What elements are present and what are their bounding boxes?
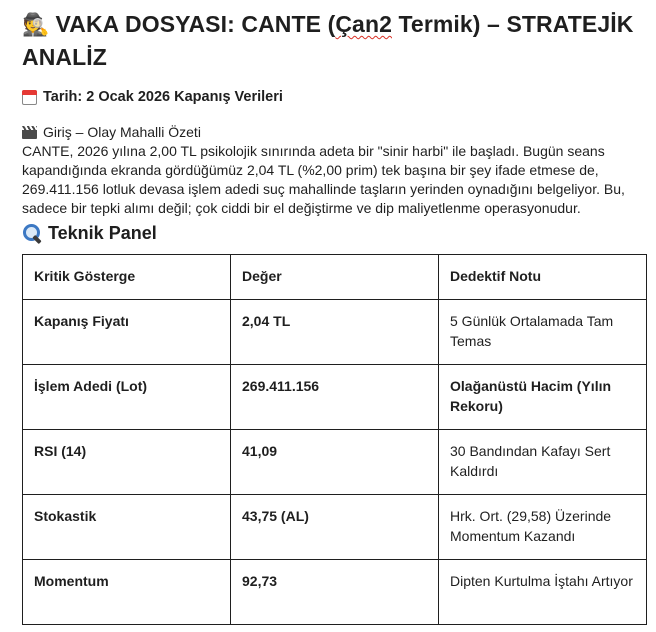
indicator-cell: Momentum xyxy=(23,560,231,625)
date-text: Tarih: 2 Ocak 2026 Kapanış Verileri xyxy=(43,89,283,105)
title-prefix: VAKA DOSYASI: CANTE ( xyxy=(55,11,336,37)
indicator-cell: RSI (14) xyxy=(23,430,231,495)
title-spellcheck-word[interactable]: Çan2 xyxy=(335,11,392,37)
header-note: Dedektif Notu xyxy=(439,255,647,300)
table-row xyxy=(23,430,647,495)
indicator-cell: Stokastik xyxy=(23,495,231,560)
date-line xyxy=(22,87,642,107)
clapper-icon xyxy=(22,126,37,139)
note-cell: 5 Günlük Ortalamada Tam Temas xyxy=(439,300,647,365)
indicator-cell: Kapanış Fiyatı xyxy=(23,300,231,365)
table-row xyxy=(23,365,647,430)
note-cell: Hrk. Ort. (29,58) Üzerinde Momentum Kazandı xyxy=(439,495,647,560)
page-title xyxy=(22,8,642,73)
value-cell: 43,75 (AL) xyxy=(231,495,439,560)
note-cell: Olağanüstü Hacim (Yılın Rekoru) xyxy=(439,365,647,430)
table-row xyxy=(23,560,647,625)
note-cell: Dipten Kurtulma İştahı Artıyor xyxy=(439,560,647,625)
intro-heading-text: Giriş – Olay Mahalli Özeti xyxy=(43,124,201,140)
value-cell: 2,04 TL xyxy=(231,300,439,365)
note-cell: 30 Bandından Kafayı Sert Kaldırdı xyxy=(439,430,647,495)
calendar-icon xyxy=(22,90,37,105)
table-header-row xyxy=(23,255,647,300)
value-cell: 269.411.156 xyxy=(231,365,439,430)
magnifier-icon xyxy=(22,223,42,243)
detective-icon: 🕵️ xyxy=(22,12,50,37)
value-cell: 41,09 xyxy=(231,430,439,495)
panel-title-text: Teknik Panel xyxy=(48,223,157,243)
header-value: Değer xyxy=(231,255,439,300)
intro-heading xyxy=(22,123,642,142)
indicator-cell: İşlem Adedi (Lot) xyxy=(23,365,231,430)
technical-panel-table xyxy=(22,254,647,625)
title-suffix: Termik) – STRATEJİK ANALİZ xyxy=(22,11,634,70)
header-indicator: Kritik Gösterge xyxy=(23,255,231,300)
table-row xyxy=(23,300,647,365)
panel-title xyxy=(22,221,642,245)
value-cell: 92,73 xyxy=(231,560,439,625)
intro-paragraph: CANTE, 2026 yılına 2,00 TL psikolojik sınırında adeta bir "sinir harbi" ile başladı. Bugün seans kapandığında ekranda gördüğümüz 2,04 TL (%2,00 prim) tek başına bir şey ifade etmese de, 269.411.156 lotluk devasa işlem adedi suç mahallinde taşların yerinden oynadığını belgeliyor. Bu, sadece bir tepki alımı değil; çok ciddi bir el değiştirme ve dip maliyetlenme operasyonudur. xyxy=(22,143,625,216)
table-row xyxy=(23,495,647,560)
